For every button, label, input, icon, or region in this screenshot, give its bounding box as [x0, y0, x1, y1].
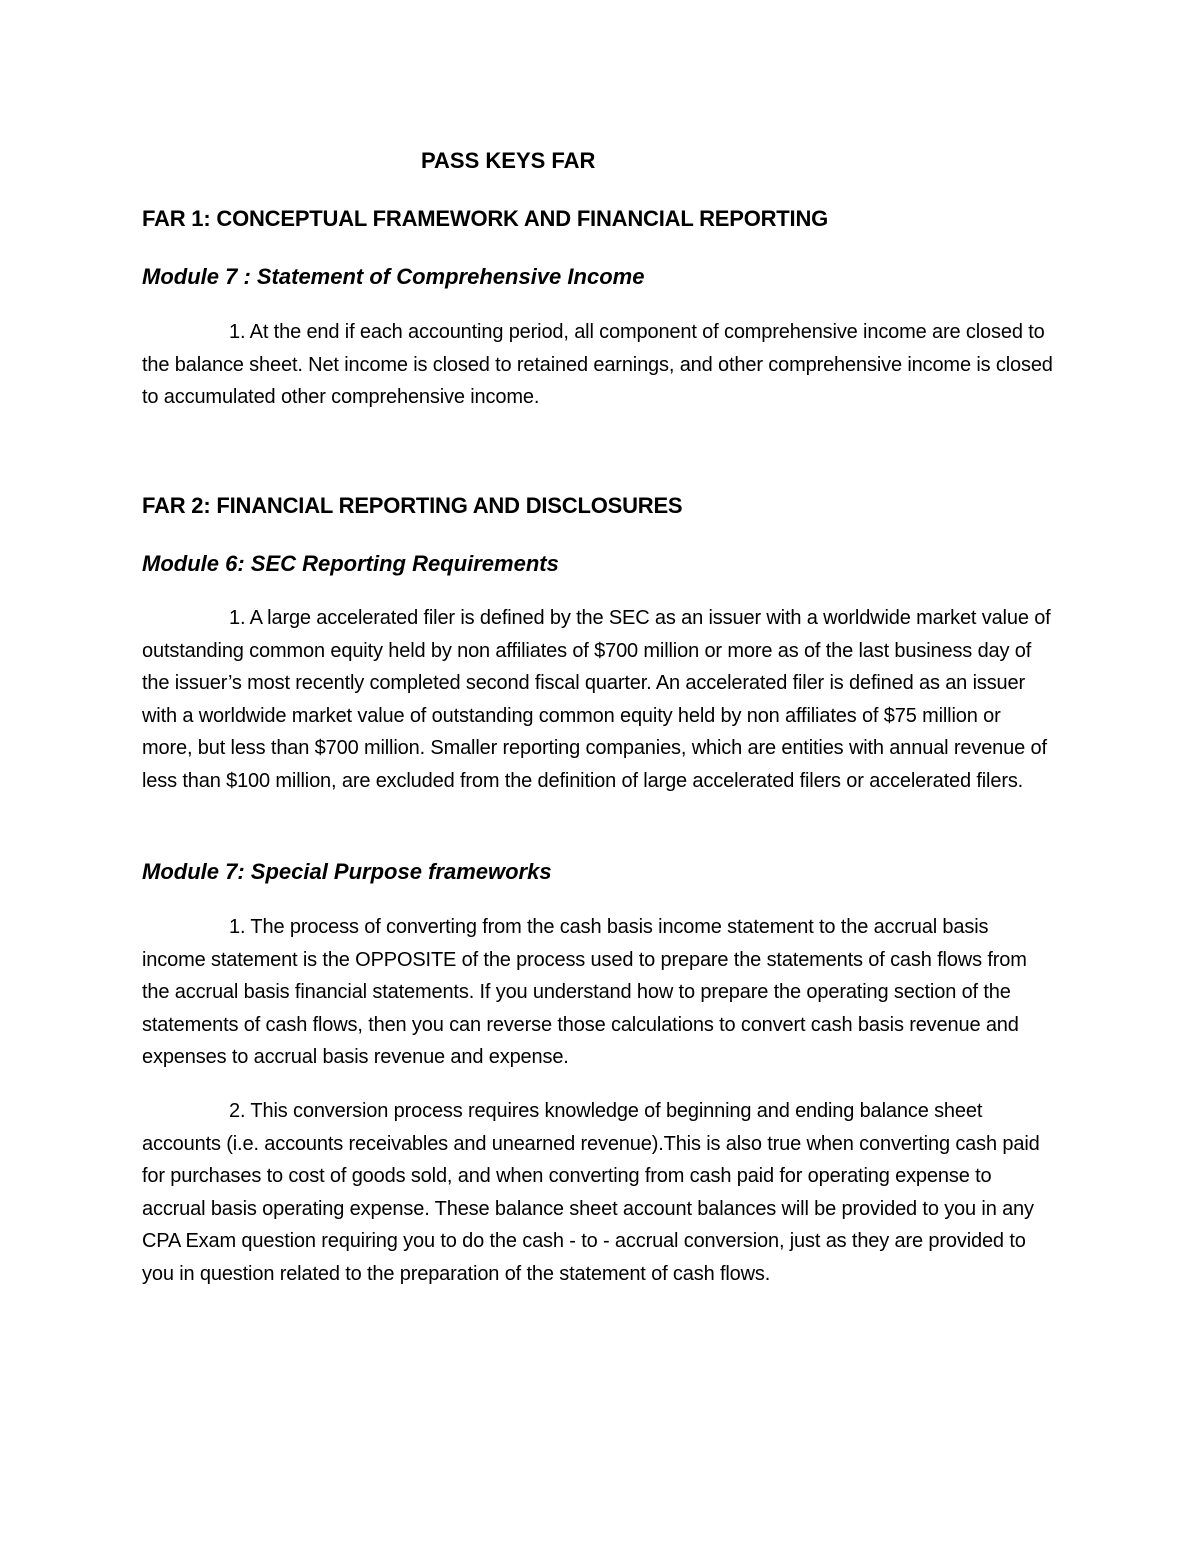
paragraph-special-purpose-1: 1. The process of converting from the cash basis income statement to the accrual basis income statement is the OPPOSITE of the process used to prepare the statements of cash flows from the accrual basis financial statements. If you understand how to prepare the operating section of the statements of cash flows, then you can reverse those calculations to convert cash basis revenue and expenses to accrual basis revenue and expense.	[142, 916, 1027, 1068]
section-heading-far-2: FAR 2: FINANCIAL REPORTING AND DISCLOSURES	[142, 493, 683, 518]
module-heading-sec-reporting: Module 6: SEC Reporting Requirements	[142, 551, 559, 576]
section-heading-far-1: FAR 1: CONCEPTUAL FRAMEWORK AND FINANCIAL REPORTING	[142, 206, 829, 231]
document-title: PASS KEYS FAR	[421, 148, 596, 173]
paragraph-comprehensive-income-1: 1. At the end if each accounting period, all component of comprehensive income are closed to the balance sheet. Net income is closed to retained earnings, and other comprehensive income is closed to accumulated other comprehensive income.	[142, 321, 1053, 408]
paragraph-sec-reporting-1: 1. A large accelerated filer is defined by the SEC as an issuer with a worldwide market value of outstanding common equity held by non affiliates of $700 million or more as of the last business day of the issuer’s most recently completed second fiscal quarter. An accelerated filer is defined as an issuer with a worldwide market value of outstanding common equity held by non affiliates of $75 million or more, but less than $700 million. Smaller reporting companies, which are entities with annual revenue of less than $100 million, are excluded from the definition of large accelerated filers or accelerated filers.	[142, 607, 1051, 792]
module-heading-comprehensive-income: Module 7 : Statement of Comprehensive Income	[142, 264, 645, 289]
module-heading-special-purpose: Module 7: Special Purpose frameworks	[142, 859, 552, 884]
paragraph-special-purpose-2: 2. This conversion process requires knowledge of beginning and ending balance sheet accounts (i.e. accounts receivables and unearned revenue).This is also true when converting cash paid for purchases to cost of goods sold, and when converting from cash paid for operating expense to accrual basis operating expense. These balance sheet account balances will be provided to you in any CPA Exam question requiring you to do the cash - to - accrual conversion, just as they are provided to you in question related to the preparation of the statement of cash flows.	[142, 1100, 1040, 1285]
